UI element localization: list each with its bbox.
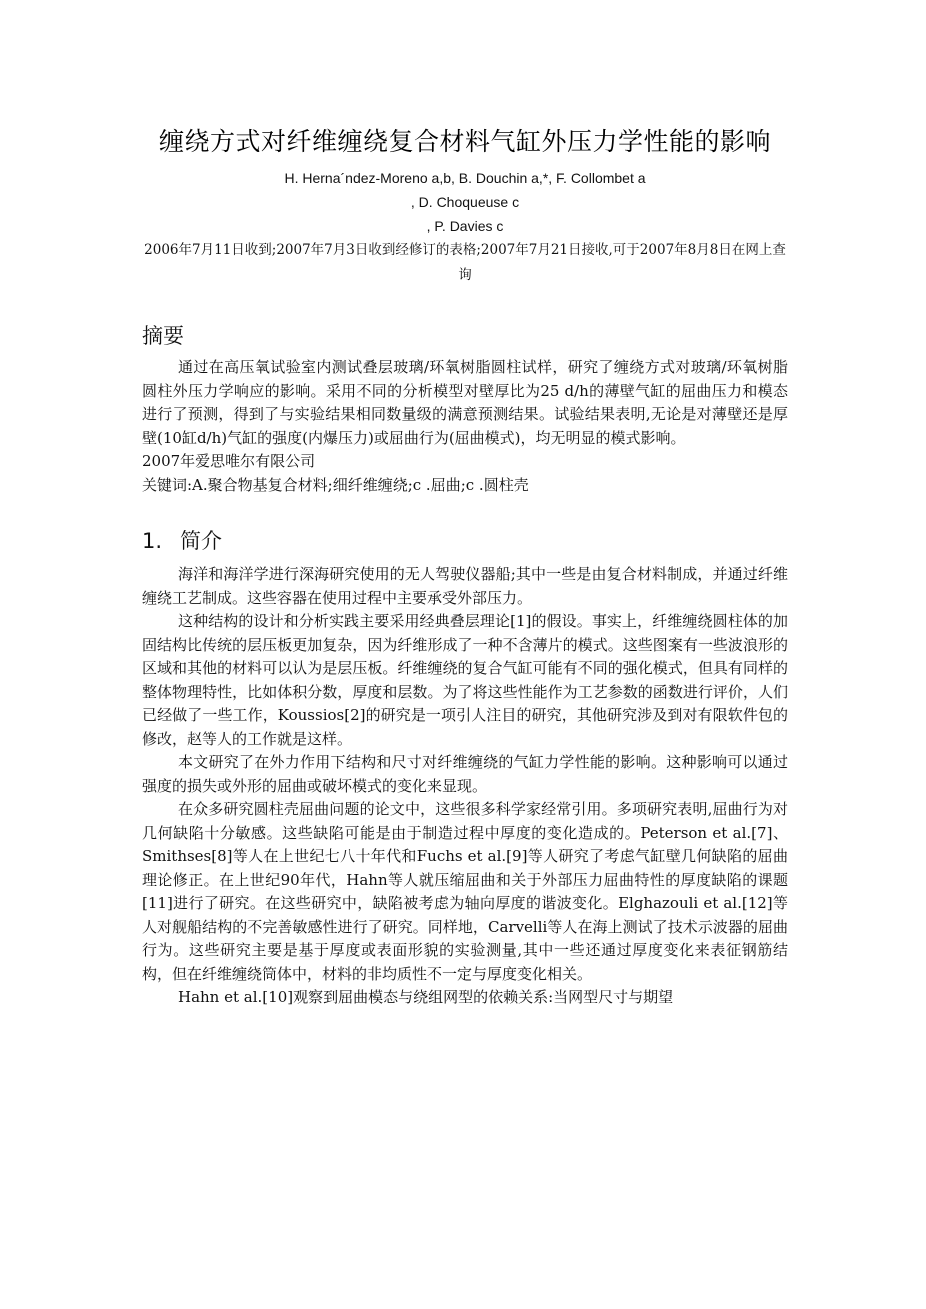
body-paragraph: 这种结构的设计和分析实践主要采用经典叠层理论[1]的假设。事实上，纤维缠绕圆柱体的加固结构比传统的层压板更加复杂，因为纤维形成了一种不含薄片的模式。这些图案有一些波浪形的区域和其他的材料可以认为是层压板。纤维缠绕的复合气缸可能有不同的强化模式，但具有同样的整体物理特性，比如体积分数，厚度和层数。为了将这些性能作为工艺参数的函数进行评价，人们已经做了一些工作，Koussios[2]的研究是一项引人注目的研究，其他研究涉及到对有限软件包的修改，赵等人的工作就是这样。: [142, 612, 788, 748]
abstract-body: 通过在高压氧试验室内测试叠层玻璃/环氧树脂圆柱试样，研究了缠绕方式对玻璃/环氧树脂圆柱外压力学响应的影响。采用不同的分析模型对壁厚比为25 d/h的薄壁气缸的屈曲压力和模态进行了预测，得到了与实验结果相同数量级的满意预测结果。试验结果表明,无论是对薄壁还是厚壁(10缸d/h)气缸的强度(内爆压力)或屈曲行为(屈曲模式)，均无明显的模式影响。: [142, 358, 788, 447]
section-title: 简介: [180, 529, 223, 553]
paper-title: 缠绕方式对纤维缠绕复合材料气缸外压力学性能的影响: [158, 127, 771, 156]
body-paragraph: 在众多研究圆柱壳屈曲问题的论文中，这些很多科学家经常引用。多项研究表明,屈曲行为对几何缺陷十分敏感。这些缺陷可能是由于制造过程中厚度的变化造成的。Peterson et al.[7]、Smithses[8]等人在上世纪七八十年代和Fuchs et al.[9]等人研究了考虑气缸壁几何缺陷的屈曲理论修正。在上世纪90年代，Hahn等人就压缩屈曲和关于外部压力屈曲特性的厚度缺陷的课题[11]进行了研究。在这些研究中，缺陷被考虑为轴向厚度的谐波变化。Elghazouli et al.[12]等人对舰船结构的不完善敏感性进行了研究。同样地，Carvelli等人在海上测试了技术示波器的屈曲行为。这些研究主要是基于厚度或表面形貌的实验测量,其中一些还通过厚度变化来表征钢筋结构，但在纤维缠绕筒体中，材料的非均质性不一定与厚度变化相关。: [142, 800, 788, 983]
section-heading: [142, 527, 788, 555]
paper-page: [142, 118, 788, 1010]
body-paragraph: 海洋和海洋学进行深海研究使用的无人驾驶仪器船;其中一些是由复合材料制成，并通过纤维缠绕工艺制成。这些容器在使用过程中主要承受外部压力。: [142, 565, 788, 607]
author-line: H. Herna´ndez-Moreno a,b, B. Douchin a,*, F. Collombet a: [284, 170, 646, 186]
section-number: 1.: [142, 529, 163, 553]
received-dates: 2006年7月11日收到;2007年7月3日收到经修订的表格;2007年7月21日接收,可于2007年8月8日在网上查询: [144, 242, 786, 283]
body-paragraph: 本文研究了在外力作用下结构和尺寸对纤维缠绕的气缸力学性能的影响。这种影响可以通过强度的损失或外形的屈曲或破坏模式的变化来显现。: [142, 753, 788, 795]
keywords-line: 关键词:A.聚合物基复合材料;细纤维缠绕;c .屈曲;c .圆柱壳: [142, 475, 529, 494]
author-line: , P. Davies c: [426, 218, 504, 234]
author-line: , D. Choqueuse c: [410, 194, 520, 210]
abstract-heading: 摘要: [142, 324, 184, 348]
body-paragraph: Hahn et al.[10]观察到屈曲模态与绕组网型的依赖关系:当网型尺寸与期望: [178, 988, 674, 1006]
author-list: [142, 166, 788, 238]
copyright-line: 2007年爱思唯尔有限公司: [142, 452, 316, 470]
